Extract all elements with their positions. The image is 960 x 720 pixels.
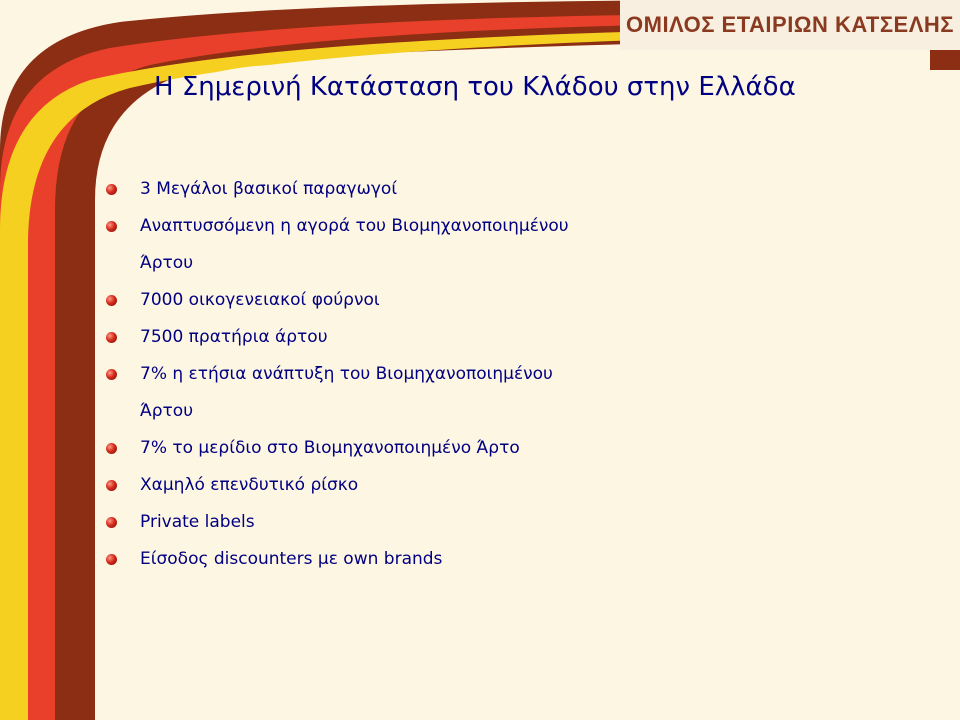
bullet-icon bbox=[106, 221, 117, 232]
bullet-text: Χαμηλό επενδυτικό ρίσκο bbox=[140, 475, 359, 495]
bullet-icon bbox=[106, 443, 117, 454]
bullet-icon bbox=[106, 332, 117, 343]
bullet-item bbox=[106, 544, 826, 581]
bullet-icon bbox=[106, 517, 117, 528]
bullet-text: 7% η ετήσια ανάπτυξη του Βιομηχανοποιημένου bbox=[140, 364, 553, 384]
bullet-item bbox=[106, 174, 826, 211]
bullet-icon bbox=[106, 554, 117, 565]
bullet-text: Αναπτυσσόμενη η αγορά του Βιομηχανοποιημένου bbox=[140, 216, 569, 236]
logo-text: ΟΜΙΛΟΣ ΕΤΑΙΡΙΩΝ ΚΑΤΣΕΛΗΣ bbox=[626, 12, 954, 37]
bullet-icon bbox=[106, 295, 117, 306]
bullet-continuation bbox=[106, 396, 826, 433]
bullet-text: 3 Μεγάλοι βασικοί παραγωγοί bbox=[140, 179, 398, 199]
bullet-text: 7000 οικογενειακοί φούρνοι bbox=[140, 290, 380, 310]
slide-title: Η Σημερινή Κατάσταση του Κλάδου στην Ελλάδα bbox=[154, 72, 796, 102]
bullet-item bbox=[106, 507, 826, 544]
bullet-item bbox=[106, 285, 826, 322]
bullet-text: Άρτου bbox=[140, 401, 194, 421]
bullet-icon bbox=[106, 184, 117, 195]
bullet-continuation bbox=[106, 248, 826, 285]
bullet-text: Private labels bbox=[140, 512, 255, 532]
bullet-icon bbox=[106, 480, 117, 491]
bullet-text: Άρτου bbox=[140, 253, 194, 273]
bullet-text: Είσοδος discounters με own brands bbox=[140, 549, 443, 569]
bullet-item bbox=[106, 359, 826, 396]
company-logo bbox=[620, 0, 960, 50]
bullet-item bbox=[106, 470, 826, 507]
bullet-icon bbox=[106, 369, 117, 380]
bullet-item bbox=[106, 322, 826, 359]
bullet-text: 7% το μερίδιο στο Βιομηχανοποιημένο Άρτο bbox=[140, 438, 520, 458]
bullet-item bbox=[106, 211, 826, 248]
bullet-text: 7500 πρατήρια άρτου bbox=[140, 327, 328, 347]
bullet-list bbox=[106, 174, 826, 581]
bullet-item bbox=[106, 433, 826, 470]
